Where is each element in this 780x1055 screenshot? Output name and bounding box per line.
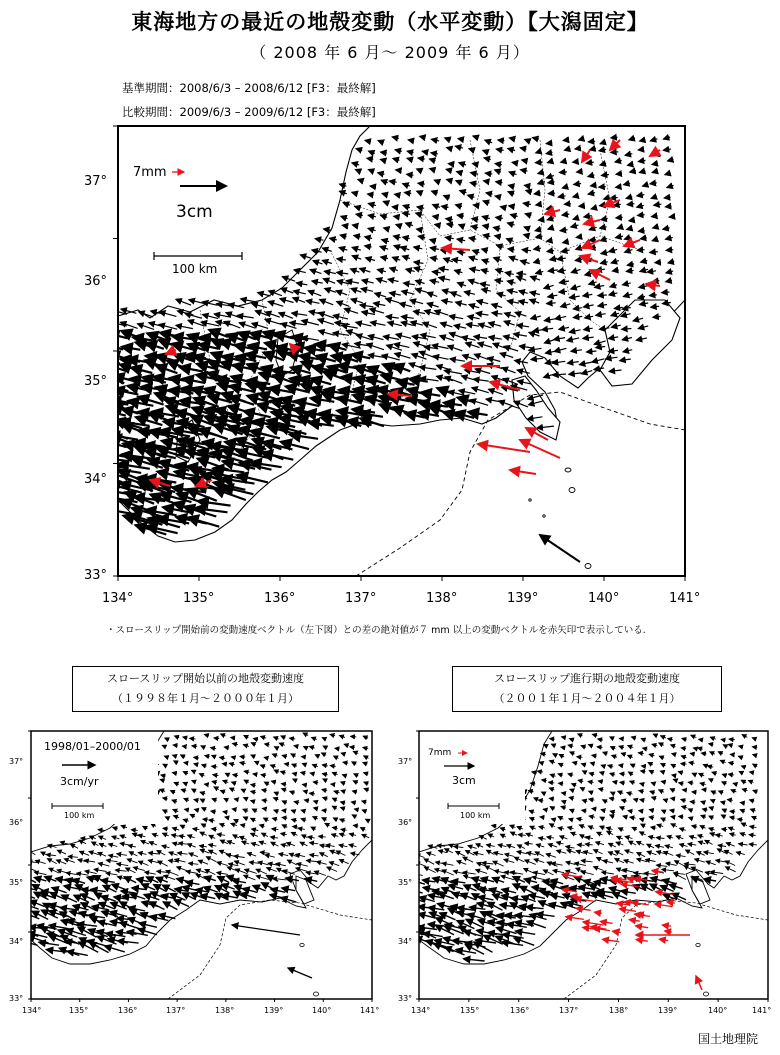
displacement-vector: [665, 206, 671, 207]
displacement-vector: [394, 216, 399, 217]
lon-label-140: 140°: [588, 591, 620, 606]
displacement-vector: [324, 229, 332, 230]
displacement-vector: [729, 739, 735, 740]
right-lon-138: 138°: [609, 1006, 629, 1015]
right-lon-141: 141°: [752, 1006, 772, 1015]
displacement-vector: [638, 149, 643, 150]
displacement-vector: [588, 141, 595, 142]
displacement-vector: [204, 784, 208, 785]
right-lat-33: 33°: [398, 994, 413, 1003]
displacement-vector: [535, 162, 542, 163]
displacement-vector: [498, 140, 505, 141]
displacement-vector: [702, 789, 706, 790]
left-panel-heading: スロースリップ開始以前の地殻変動速度: [106, 672, 304, 685]
displacement-vector: [679, 816, 684, 817]
displacement-vector: [637, 250, 645, 251]
highlight-vector: [478, 444, 530, 452]
displacement-vector: [616, 174, 621, 175]
displacement-vector: [641, 766, 645, 767]
highlight-vector: [583, 927, 594, 929]
displacement-vector: [392, 207, 397, 208]
left-lat-36: 36°: [9, 818, 24, 827]
highlight-vector: [620, 909, 637, 912]
displacement-vector: [669, 217, 674, 218]
left-lon-138: 138°: [215, 1006, 235, 1015]
displacement-vector: [370, 186, 376, 187]
lat-label-35: 35°: [84, 374, 108, 389]
displacement-vector: [293, 826, 298, 827]
displacement-vector: [611, 152, 619, 153]
right-lat-35: 35°: [398, 878, 413, 887]
displacement-vector: [730, 754, 734, 755]
right-lon-140: 140°: [708, 1006, 728, 1015]
scale-label: 100 km: [172, 262, 218, 276]
displacement-vector: [692, 792, 697, 793]
lat-label-33: 33°: [84, 568, 108, 583]
displacement-vector: [550, 739, 555, 740]
displacement-vector: [638, 215, 645, 216]
displacement-vector: [538, 220, 543, 221]
highlight-vector: [636, 926, 649, 928]
displacement-vector: [322, 810, 327, 811]
displacement-vector: [662, 292, 670, 293]
displacement-vector: [564, 204, 570, 205]
displacement-vector: [536, 204, 541, 205]
displacement-vector: [598, 295, 607, 296]
displacement-vector: [666, 250, 673, 251]
highlight-vector: [636, 940, 648, 942]
displacement-vector: [546, 143, 552, 144]
displacement-vector: [282, 810, 286, 811]
displacement-vector: [577, 171, 583, 172]
right-lat-37: 37°: [398, 757, 413, 766]
displacement-vector: [575, 148, 580, 149]
displacement-vector: [616, 217, 623, 218]
displacement-vector: [301, 757, 306, 758]
displacement-vector: [241, 299, 257, 302]
displacement-vector: [573, 162, 579, 163]
displacement-vector: [616, 187, 622, 188]
lon-label-141: 141°: [669, 591, 701, 606]
right-panel-heading: スロースリップ進行期の地殻変動速度: [493, 672, 680, 685]
legend-black-label: 3cm: [176, 202, 213, 222]
right-lat-36: 36°: [398, 818, 413, 827]
right-legend-red: 7mm: [428, 748, 452, 758]
displacement-vector: [690, 802, 695, 803]
displacement-vector: [589, 240, 596, 241]
displacement-vector: [368, 194, 374, 195]
izu-islands: [529, 468, 591, 569]
displacement-vector: [611, 137, 618, 138]
displacement-vector: [599, 187, 606, 188]
organization-label: 国土地理院: [697, 1032, 758, 1046]
left-scale-label: 100 km: [64, 811, 95, 820]
highlight-vector: [655, 904, 673, 907]
displacement-vector: [192, 746, 197, 747]
base-period: 基準期間：2008/6/3 – 2008/6/12 [F3：最終解]: [122, 81, 376, 95]
displacement-vector: [258, 293, 271, 296]
displacement-vector: [396, 170, 401, 171]
displacement-vector: [315, 239, 323, 241]
highlight-vector: [662, 925, 671, 926]
displacement-vector: [531, 358, 543, 359]
legend-red-label: 7mm: [133, 165, 167, 180]
displacement-vector: [563, 140, 568, 141]
lat-label-36: 36°: [84, 274, 108, 289]
left-lat-37: 37°: [9, 757, 24, 766]
displacement-vector: [353, 825, 358, 826]
left-lat-35: 35°: [9, 878, 24, 887]
right-panel-period: （２００１年１月～２００４年１月）: [493, 692, 681, 705]
displacement-vector: [231, 738, 235, 739]
lon-label-136: 136°: [264, 591, 296, 606]
highlight-vector: [629, 920, 640, 922]
displacement-vector: [540, 817, 544, 818]
right-lon-137: 137°: [559, 1006, 579, 1015]
right-scale-label: 100 km: [460, 811, 491, 820]
highlight-vector: [520, 440, 560, 458]
main-map: [94, 126, 685, 581]
displacement-vector: [232, 925, 300, 935]
left-lon-135: 135°: [69, 1006, 89, 1015]
displacement-vector: [448, 164, 454, 165]
displacement-vector: [98, 830, 105, 831]
compare-period: 比較期間：2009/6/3 – 2009/6/12 [F3：最終解]: [122, 105, 376, 119]
displacement-vector: [182, 746, 186, 747]
left-panel-period: （１９９８年１月～２０００年１月）: [112, 692, 299, 705]
displacement-vector: [664, 197, 670, 198]
highlight-vector: [583, 922, 604, 925]
highlight-vector: [617, 903, 630, 905]
displacement-vector: [284, 764, 289, 765]
displacement-vector: [597, 747, 603, 748]
displacement-vector: [496, 182, 503, 183]
displacement-vector: [331, 784, 335, 785]
left-panel-header: [72, 666, 339, 712]
left-lon-134: 134°: [22, 1006, 42, 1015]
left-lon-140: 140°: [312, 1006, 332, 1015]
left-lat-34: 34°: [9, 937, 24, 946]
displacement-vector: [190, 738, 196, 739]
right-panel-header: [452, 666, 722, 712]
lon-label-139: 139°: [507, 591, 539, 606]
left-lon-136: 136°: [118, 1006, 138, 1015]
displacement-vector: [650, 295, 657, 296]
left-lon-139: 139°: [264, 1006, 284, 1015]
displacement-vector: [722, 829, 728, 830]
highlight-vector: [600, 922, 612, 924]
displacement-vector: [622, 329, 632, 330]
displacement-vector: [288, 968, 312, 978]
right-lon-136: 136°: [510, 1006, 530, 1015]
displacement-vector: [655, 262, 661, 263]
lon-label-138: 138°: [426, 591, 458, 606]
displacement-vector: [591, 185, 596, 186]
right-lon-139: 139°: [658, 1006, 678, 1015]
left-legend-scale: 3cm/yr: [60, 775, 99, 788]
lat-label-34: 34°: [84, 472, 108, 487]
footnote: ・スロースリップ開始前の変動速度ベクトル（左下図）との差の絶対値が７ mm 以上の変動ベクトルを赤矢印で表示している.: [106, 625, 646, 636]
displacement-vector: [548, 193, 555, 194]
page-title: 東海地方の最近の地殻変動（水平変動）【大潟固定】: [131, 10, 649, 34]
displacement-vector: [351, 736, 357, 737]
displacement-vector: [222, 764, 227, 765]
left-lon-141: 141°: [360, 1006, 380, 1015]
displacement-vector: [313, 782, 318, 783]
highlight-vector: [510, 470, 536, 474]
highlight-vector: [667, 902, 675, 903]
lon-label-135: 135°: [183, 591, 215, 606]
highlight-vector: [612, 931, 621, 932]
highlight-vector: [665, 931, 672, 932]
displacement-vector: [559, 172, 567, 173]
displacement-vector: [214, 738, 219, 739]
displacement-vector: [509, 206, 514, 207]
displacement-vector: [730, 811, 735, 812]
left-lat-33: 33°: [9, 994, 24, 1003]
displacement-vector: [350, 747, 355, 748]
left-map: [18, 731, 372, 1002]
displacement-vector: [81, 838, 88, 839]
displacement-vector: [579, 206, 584, 207]
lon-label-134: 134°: [102, 591, 134, 606]
displacement-vector: [189, 300, 204, 304]
displacement-vector: [173, 745, 178, 746]
left-legend-period: 1998/01–2000/01: [44, 740, 141, 753]
right-lon-135: 135°: [460, 1006, 480, 1015]
displacement-vector: [592, 809, 597, 810]
displacement-vector: [540, 535, 580, 562]
displacement-vector: [558, 783, 563, 784]
lat-label-37: 37°: [84, 174, 108, 189]
highlight-vector: [595, 912, 602, 913]
displacement-vector: [300, 255, 310, 258]
right-map: [405, 731, 768, 1002]
displacement-vector: [577, 757, 583, 758]
displacement-vector: [492, 825, 497, 826]
lon-label-137: 137°: [345, 591, 377, 606]
displacement-vector: [547, 303, 556, 304]
left-lon-137: 137°: [166, 1006, 186, 1015]
displacement-vector: [653, 316, 661, 317]
page-subtitle: （ 2008 年 6 月～ 2009 年 6 月）: [250, 43, 530, 62]
displacement-vector: [60, 842, 68, 844]
right-lon-134: 134°: [411, 1006, 431, 1015]
right-lat-34: 34°: [398, 937, 413, 946]
highlight-vector: [659, 939, 668, 940]
highlight-vector: [696, 976, 702, 990]
displacement-vector: [559, 291, 567, 292]
displacement-vector: [253, 774, 257, 775]
right-legend-black: 3cm: [452, 774, 476, 787]
displacement-vector: [194, 757, 199, 758]
